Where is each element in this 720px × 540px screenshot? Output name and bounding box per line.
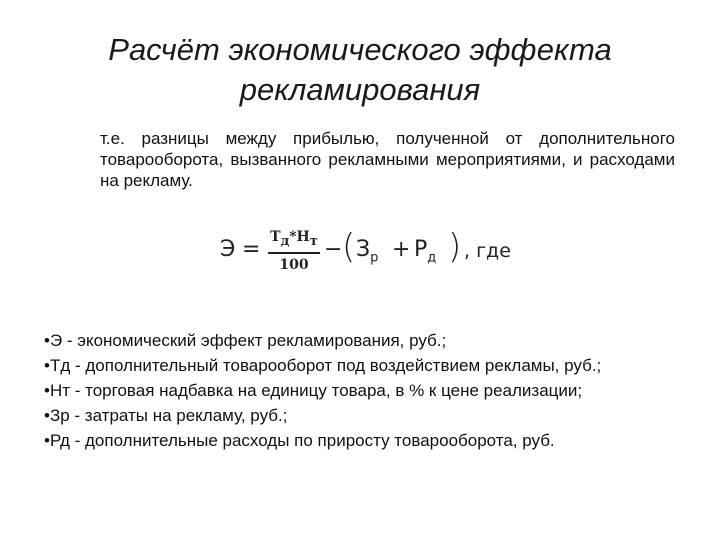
formula-close-paren: ) bbox=[448, 227, 462, 267]
formula-plus: + bbox=[392, 237, 411, 262]
fraction-bar bbox=[268, 252, 320, 254]
definition-item: •Тд - дополнительный товарооборот под воздействием рекламы, руб.; bbox=[44, 356, 602, 375]
title-line-1: Расчёт экономического эффекта bbox=[108, 32, 612, 67]
effect-formula bbox=[218, 222, 518, 282]
definition-item: •Зр - затраты на рекламу, руб.; bbox=[44, 406, 288, 425]
title-line-2: рекламирования bbox=[239, 72, 481, 107]
formula-fraction bbox=[268, 228, 320, 274]
slide-title bbox=[40, 30, 680, 110]
formula-equals: = bbox=[242, 237, 261, 262]
formula-where: , где bbox=[464, 240, 511, 262]
definition-item: •Нт - торговая надбавка на единицу товара, в % к цене реализации; bbox=[44, 381, 583, 400]
definitions-list bbox=[44, 330, 694, 455]
formula-lhs: Э bbox=[220, 237, 236, 262]
definition-item: •Э - экономический эффект рекламирования, руб.; bbox=[44, 331, 447, 350]
formula-denominator: 100 bbox=[279, 256, 309, 273]
formula-numerator: $Т_д*Н_т$ bbox=[270, 229, 318, 249]
intro-text: т.е. разницы между прибылью, полученной от дополнительного товарооборота, вызванного рекламными мероприятиями, и расходами на рекламу. bbox=[100, 129, 675, 190]
formula-term-extra-expenses: $Р_д$ bbox=[414, 237, 437, 266]
formula-term-advertising-cost: $З_р$ bbox=[356, 237, 379, 266]
formula-open-paren: ( bbox=[342, 227, 356, 267]
formula-minus: − bbox=[324, 237, 343, 262]
definition-item: •Рд - дополнительные расходы по приросту товарооборота, руб. bbox=[44, 431, 555, 450]
